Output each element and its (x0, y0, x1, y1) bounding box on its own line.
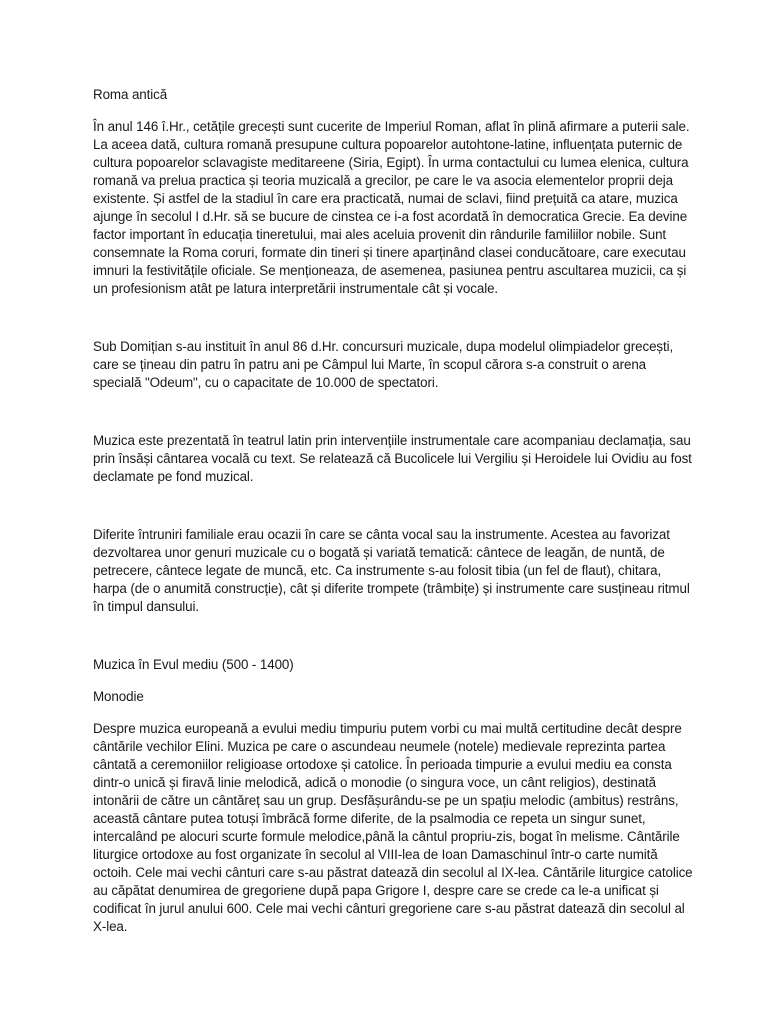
paragraph-teatru-latin: Muzica este prezentată în teatrul latin prin intervențiile instrumentale care acompaniau declamația, sau prin însăși cântarea vocală cu text. Se relatează că Bucolicele lui Vergiliu și Heroidele lui Ovidiu au fost declamate pe fond muzical. (93, 433, 692, 484)
spacer (93, 104, 693, 118)
paragraph-domitian: Sub Domițian s-au instituit în anul 86 d.Hr. concursuri muzicale, dupa modelul olimpiadelor grecești, care se țineau din patru în patru ani pe Câmpul lui Marte, în scopul cărora s-a construit o arena specială "Odeum", cu o capacitate de 10.000 de spectatori. (93, 339, 674, 390)
section-title-roma-antica: Roma antică (93, 87, 168, 102)
spacer (93, 486, 693, 526)
section-title-evul-mediu: Muzica în Evul mediu (500 - 1400) (93, 657, 294, 672)
paragraph-intruniri-familiale: Diferite întruniri familiale erau ocazii în care se cânta vocal sau la instrumente. Acestea au favorizat dezvoltarea unor genuri muzicale cu o bogată și variată tematică: cântece de leagăn, de nuntă, de petrecere, cântece legate de muncă, etc. Ca instrumente s-au folosit tibia (un fel de flaut), chitara, harpa (de o anumită construcție), cât și diferite trompete (trâmbițe) și instrumente care susțineau ritmul în timpul dansului. (93, 527, 690, 614)
spacer (93, 392, 693, 432)
paragraph-monodie: Despre muzica europeană a evului mediu timpuriu putem vorbi cu mai multă certitudine decât despre cântările vechilor Elini. Muzica pe care o ascundeau neumele (notele) medievale reprezinta partea cântată a ceremoniilor religioase ortodoxe și catolice. În perioada timpurie a evului mediu ea consta dintr-o unică și firavă linie melodică, adică o monodie (o singura voce, un cânt religios), destinată intonării de către un cântăreț sau un grup. Desfășurându-se pe un spațiu melodic (ambitus) restrâns, această cântare putea totuși îmbrăcă forme diferite, de la psalmodia ce repeta un singur sunet, intercalând pe alocuri scurte formule melodice,până la cântul propriu-zis, bogat în melisme. Cântările liturgice ortodoxe au fost organizate în secolul al VIII-lea de Ioan Damaschinul într-o carte numită octoih. Cele mai vechi cânturi care s-au păstrat datează din secolul al IX-lea. Cântările liturgice catolice au căpătat denumirea de gregoriene după papa Grigore I, despre care se crede ca le-a unificat și codificat în jurul anului 600. Cele mai vechi cânturi gregoriene care s-au păstrat datează din secolul al X-lea. (93, 721, 693, 934)
document-page (93, 86, 693, 936)
spacer (93, 298, 693, 338)
subsection-title-monodie: Monodie (93, 689, 144, 704)
spacer (93, 674, 693, 688)
paragraph-roma-intro: În anul 146 î.Hr., cetățile grecești sunt cucerite de Imperiul Roman, aflat în plină afirmare a puterii sale. La aceea dată, cultura romană presupune cultura popoarelor autohtone-latine, influențata puternic de cultura popoarelor sclavagiste meditareene (Siria, Egipt). În urma contactului cu lumea elenica, cultura romană va prelua practica și teoria muzicală a grecilor, pe care le va asocia elementelor proprii deja existente. Și astfel de la stadiul în care era practicată, numai de sclavi, fiind prețuită ca atare, muzica ajunge în secolul I d.Hr. să se bucure de cinstea ce i-a fost acordată în democratica Grecie. Ea devine factor important în educația tineretului, mai ales aceluia provenit din rândurile familiilor nobile. Sunt consemnate la Roma coruri, formate din tineri și tinere aparținând clasei conducătoare, care executau imnuri la festivitățile oficiale. Se menționeaza, de asemenea, pasiunea pentru ascultarea muzicii, ca și un profesionism atât pe latura interpretării instrumentale cât și vocale. (93, 119, 690, 296)
spacer (93, 616, 693, 656)
spacer (93, 706, 693, 720)
